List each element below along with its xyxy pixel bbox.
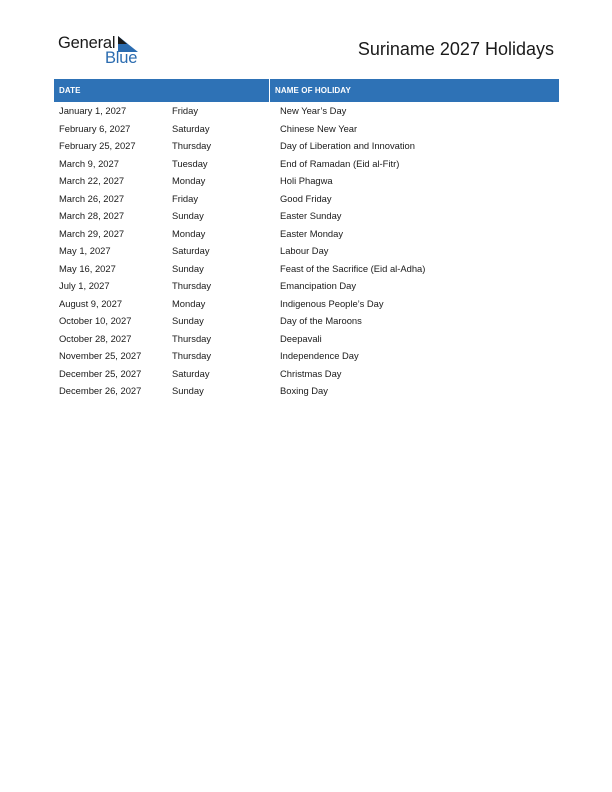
holiday-weekday: Tuesday	[172, 157, 208, 169]
holiday-weekday: Saturday	[172, 122, 210, 134]
holiday-name: Deepavali	[280, 332, 322, 344]
holiday-date: March 22, 2027	[59, 175, 125, 186]
table-row	[54, 347, 559, 365]
holiday-weekday: Sunday	[172, 385, 204, 396]
holiday-date: October 28, 2027	[59, 332, 132, 344]
holiday-weekday: Friday	[172, 105, 199, 116]
table-row	[54, 137, 559, 155]
holiday-date: May 1, 2027	[59, 245, 111, 256]
holiday-date: March 9, 2027	[59, 157, 119, 169]
holiday-name: Day of Liberation and Innovation	[280, 140, 415, 151]
holiday-name: Easter Monday	[280, 227, 344, 239]
table-row	[54, 172, 559, 190]
holiday-name: Christmas Day	[280, 367, 342, 379]
table-row	[54, 312, 559, 330]
table-row	[54, 102, 559, 120]
table-row	[54, 120, 559, 138]
holiday-date: March 28, 2027	[59, 210, 125, 221]
table-row	[54, 242, 559, 260]
holiday-date: December 25, 2027	[59, 367, 142, 379]
table-row	[54, 190, 559, 208]
table-header	[54, 79, 559, 102]
logo-text-general: General	[58, 34, 116, 52]
holiday-name: Easter Sunday	[280, 210, 342, 221]
holiday-name: Chinese New Year	[280, 122, 358, 134]
holiday-name: Indigenous People’s Day	[280, 297, 384, 309]
table-row	[54, 207, 559, 225]
holiday-date: March 29, 2027	[59, 227, 125, 239]
holiday-name: Boxing Day	[280, 385, 328, 396]
holiday-weekday: Monday	[172, 297, 206, 309]
holiday-date: February 25, 2027	[59, 140, 136, 151]
holiday-weekday: Thursday	[172, 280, 212, 291]
table-row	[54, 155, 559, 173]
table-row	[54, 382, 559, 400]
holiday-weekday: Sunday	[172, 315, 204, 326]
holiday-date: January 1, 2027	[59, 105, 127, 116]
holiday-weekday: Friday	[172, 192, 199, 204]
holiday-name: Emancipation Day	[280, 280, 357, 291]
holiday-table-body	[54, 102, 559, 400]
holiday-weekday: Thursday	[172, 350, 212, 361]
table-row	[54, 365, 559, 383]
holiday-name: New Year’s Day	[280, 105, 347, 116]
holiday-date: July 1, 2027	[59, 280, 110, 291]
holiday-date: August 9, 2027	[59, 297, 123, 309]
holiday-name: End of Ramadan (Eid al-Fitr)	[280, 157, 400, 169]
holiday-weekday: Sunday	[172, 262, 204, 274]
holiday-weekday: Monday	[172, 175, 206, 186]
holiday-date: May 16, 2027	[59, 262, 116, 274]
logo-text-blue: Blue	[105, 49, 138, 67]
holiday-date: December 26, 2027	[59, 385, 142, 396]
logo	[58, 33, 148, 69]
table-row	[54, 225, 559, 243]
holiday-weekday: Sunday	[172, 210, 204, 221]
holiday-date: October 10, 2027	[59, 315, 132, 326]
holiday-name: Day of the Maroons	[280, 315, 362, 326]
holiday-weekday: Saturday	[172, 367, 210, 379]
page-title: Suriname 2027 Holidays	[357, 39, 554, 59]
holiday-name: Labour Day	[280, 245, 329, 256]
holiday-weekday: Saturday	[172, 245, 210, 256]
table-row	[54, 330, 559, 348]
holiday-weekday: Thursday	[172, 140, 212, 151]
table-row	[54, 295, 559, 313]
holiday-weekday: Thursday	[172, 332, 212, 344]
holiday-name: Good Friday	[280, 192, 332, 204]
holiday-name: Holi Phagwa	[280, 175, 333, 186]
holiday-date: March 26, 2027	[59, 192, 125, 204]
holiday-name: Independence Day	[280, 350, 359, 361]
table-row	[54, 260, 559, 278]
holiday-date: February 6, 2027	[59, 122, 131, 134]
holiday-weekday: Monday	[172, 227, 206, 239]
column-header-name: NAME OF HOLIDAY	[275, 86, 351, 95]
table-row	[54, 277, 559, 295]
holiday-date: November 25, 2027	[59, 350, 142, 361]
column-header-date: DATE	[54, 79, 270, 102]
holiday-name: Feast of the Sacrifice (Eid al-Adha)	[280, 262, 426, 274]
